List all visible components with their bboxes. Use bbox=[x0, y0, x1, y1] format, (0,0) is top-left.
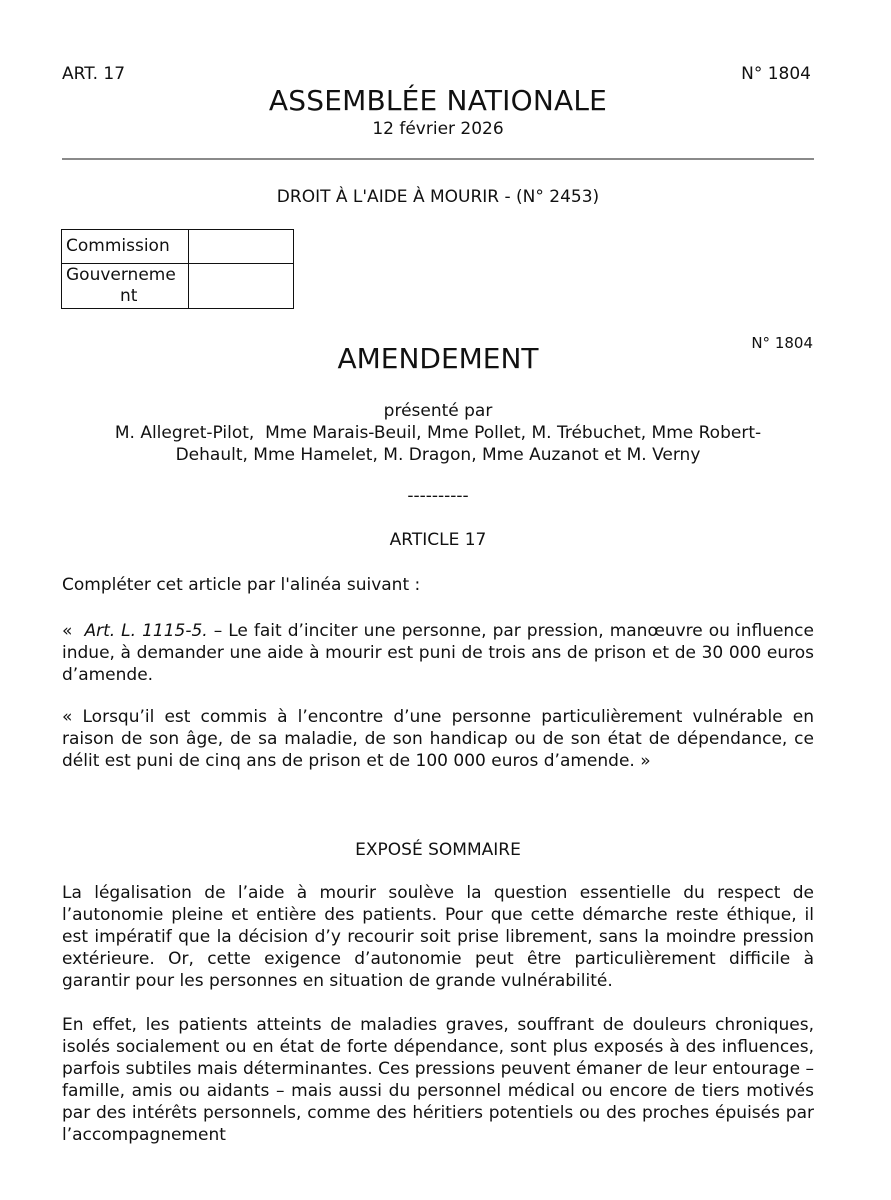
commission-value bbox=[189, 230, 294, 264]
article-reference: ART. 17 bbox=[62, 64, 126, 84]
government-value bbox=[189, 264, 294, 309]
amendment-title: AMENDEMENT bbox=[337, 342, 539, 375]
authors-block bbox=[62, 400, 814, 466]
separator: ---------- bbox=[407, 486, 469, 506]
opinion-table bbox=[61, 229, 294, 309]
amendment-paragraph-1 bbox=[62, 620, 814, 686]
table-row bbox=[62, 264, 294, 309]
authors-line-1: M. Allegret-Pilot, Mme Marais-Beuil, Mme Pollet, M. Trébuchet, Mme Robert- bbox=[114, 423, 762, 443]
document-date: 12 février 2026 bbox=[372, 119, 504, 139]
bill-title: DROIT À L'AIDE À MOURIR - (N° 2453) bbox=[276, 187, 600, 207]
amendment-paragraph-2: « Lorsqu’il est commis à l’encontre d’une personne particulièrement vulnérable en raison de son âge, de sa maladie, de son handicap ou de son état de dépendance, ce délit est puni de cinq ans de prison et de 100 000 euros d’amende. » bbox=[62, 707, 814, 771]
paragraph-1-text: – Le fait d’inciter une personne, par pression, manœuvre ou influence indue, à demander une aide à mourir est puni de trois ans de prison et de 30 000 euros d’amende. bbox=[62, 621, 814, 685]
assembly-title: ASSEMBLÉE NATIONALE bbox=[268, 84, 608, 117]
commission-label: Commission bbox=[62, 230, 189, 264]
authors-line-2: Dehault, Mme Hamelet, M. Dragon, Mme Auzanot et M. Verny bbox=[175, 445, 701, 465]
expose-paragraph-2: En effet, les patients atteints de maladies graves, souffrant de douleurs chroniques, isolés socialement ou en état de forte dépendance, sont plus exposés à des influences, parfois subtiles mais déterminantes. Ces pressions peuvent émaner de leur entourage – famille, amis ou aidants – mais aussi du personnel médical ou encore de tiers motivés par des intérêts personnels, comme des héritiers potentiels ou des proches épuisés par l’accompagnement bbox=[62, 1015, 814, 1145]
amendment-number: N° 1804 bbox=[751, 334, 813, 352]
government-label-line2: nt bbox=[120, 286, 138, 306]
header-divider bbox=[62, 158, 814, 160]
expose-heading: EXPOSÉ SOMMAIRE bbox=[355, 840, 521, 860]
opening-quote: « bbox=[62, 621, 85, 641]
government-label bbox=[62, 264, 189, 309]
table-row bbox=[62, 230, 294, 264]
article-code-ref: Art. L. 1115-5. bbox=[84, 621, 208, 641]
expose-paragraph-1: La légalisation de l’aide à mourir soulève la question essentielle du respect de l’autonomie pleine et entière des patients. Pour que cette démarche reste éthique, il est impératif que la décision d’y recourir soit prise librement, sans la moindre pression extérieure. Or, cette exigence d’autonomie peut être particulièrement difficile à garantir pour les personnes en situation de grande vulnérabilité. bbox=[62, 883, 814, 991]
government-label-line1: Gouverneme bbox=[66, 265, 176, 285]
presented-by: présenté par bbox=[383, 401, 493, 421]
amendment-number-header: N° 1804 bbox=[741, 64, 811, 84]
instruction-text: Compléter cet article par l'alinéa suivant : bbox=[62, 575, 421, 595]
article-heading: ARTICLE 17 bbox=[389, 530, 487, 550]
